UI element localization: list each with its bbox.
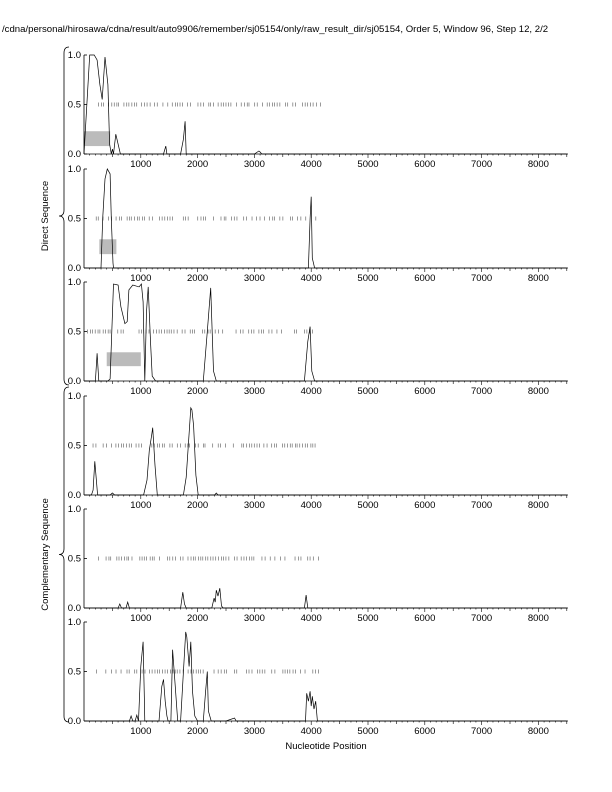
x-tick-label: 6000 — [414, 386, 436, 397]
x-tick-label: 8000 — [527, 386, 549, 397]
y-tick-label: 0.0 — [67, 490, 81, 501]
x-tick-label: 5000 — [357, 613, 379, 624]
series-line — [84, 588, 567, 608]
x-tick-label: 2000 — [187, 613, 209, 624]
x-tick-label: 1000 — [130, 500, 152, 511]
panel-1 — [68, 50, 568, 170]
x-tick-label: 4000 — [300, 386, 322, 397]
x-tick-label: 2000 — [187, 386, 209, 397]
group-brackets — [40, 47, 69, 722]
x-tick-label: 4000 — [300, 273, 322, 284]
x-tick-label: 2000 — [187, 159, 209, 170]
x-tick-label: 3000 — [243, 613, 265, 624]
x-tick-label: 7000 — [471, 159, 493, 170]
x-tick-label: 6000 — [414, 500, 436, 511]
panel-6 — [68, 617, 568, 737]
x-tick-label: 4000 — [300, 500, 322, 511]
y-tick-label: 1.0 — [67, 50, 81, 61]
y-tick-label: 0.0 — [67, 716, 81, 727]
x-tick-label: 5000 — [357, 159, 379, 170]
direct-sequence-group — [40, 47, 69, 385]
x-tick-label: 1000 — [130, 159, 152, 170]
x-tick-label: 5000 — [357, 386, 379, 397]
x-tick-label: 6000 — [414, 159, 436, 170]
highlight-region — [84, 131, 110, 146]
chart-panels — [68, 50, 568, 737]
x-tick-label: 8000 — [527, 500, 549, 511]
y-tick-label: 0.5 — [67, 666, 81, 678]
x-tick-label: 2000 — [187, 273, 209, 284]
x-tick-label: 2000 — [187, 500, 209, 511]
x-tick-label: 8000 — [527, 726, 549, 737]
x-tick-label: 6000 — [414, 726, 436, 737]
x-tick-label: 3000 — [243, 273, 265, 284]
y-tick-label: 0.5 — [67, 440, 81, 452]
x-tick-label: 5000 — [357, 726, 379, 737]
x-tick-label: 3000 — [243, 159, 265, 170]
x-tick-label: 6000 — [414, 613, 436, 624]
x-tick-label: 1000 — [130, 613, 152, 624]
panel-5 — [68, 504, 568, 624]
series-line — [84, 408, 567, 495]
y-tick-label: 0.0 — [67, 149, 81, 160]
x-tick-label: 7000 — [471, 500, 493, 511]
x-tick-label: 8000 — [527, 159, 549, 170]
x-tick-label: 1000 — [130, 386, 152, 397]
panel-2 — [68, 164, 568, 284]
panel-4 — [68, 391, 568, 511]
y-tick-label: 0.0 — [67, 603, 81, 614]
x-tick-label: 8000 — [527, 273, 549, 284]
y-tick-label: 0.5 — [67, 213, 81, 225]
y-tick-label: 1.0 — [67, 617, 81, 628]
y-tick-label: 1.0 — [67, 391, 81, 402]
x-tick-label: 3000 — [243, 386, 265, 397]
x-tick-label: 5000 — [357, 500, 379, 511]
y-tick-label: 0.5 — [67, 99, 81, 111]
x-tick-label: 7000 — [471, 613, 493, 624]
x-tick-label: 3000 — [243, 500, 265, 511]
x-tick-label: 7000 — [471, 726, 493, 737]
x-tick-label: 1000 — [130, 726, 152, 737]
x-axis-title: Nucleotide Position — [285, 741, 367, 752]
y-tick-label: 0.5 — [67, 326, 81, 338]
series-line — [84, 169, 567, 268]
x-tick-label: 7000 — [471, 273, 493, 284]
y-tick-label: 1.0 — [67, 164, 81, 175]
x-tick-label: 4000 — [300, 159, 322, 170]
x-tick-label: 2000 — [187, 726, 209, 737]
x-tick-label: 3000 — [243, 726, 265, 737]
x-tick-label: 4000 — [300, 726, 322, 737]
x-tick-label: 4000 — [300, 613, 322, 624]
complementary-sequence-group — [40, 387, 69, 722]
panel-3 — [68, 277, 568, 397]
series-line — [84, 55, 567, 154]
y-tick-label: 1.0 — [67, 504, 81, 515]
y-tick-label: 1.0 — [67, 277, 81, 288]
complementary-sequence-group-label: Complementary Sequence — [40, 498, 51, 611]
x-tick-label: 7000 — [471, 386, 493, 397]
y-tick-label: 0.0 — [67, 376, 81, 387]
page-title: /cdna/personal/hirosawa/cdna/result/auto9906/remember/sj05154/only/raw_result_dir/sj05154, Order 5, Window 96, Step 12, 2/2 — [2, 24, 549, 35]
series-line — [84, 632, 567, 721]
y-tick-label: 0.0 — [67, 263, 81, 274]
y-tick-label: 0.5 — [67, 553, 81, 565]
x-tick-label: 5000 — [357, 273, 379, 284]
x-tick-label: 6000 — [414, 273, 436, 284]
highlight-region — [107, 352, 141, 366]
x-tick-label: 8000 — [527, 613, 549, 624]
direct-sequence-group-label: Direct Sequence — [40, 180, 51, 252]
x-tick-label: 1000 — [130, 273, 152, 284]
